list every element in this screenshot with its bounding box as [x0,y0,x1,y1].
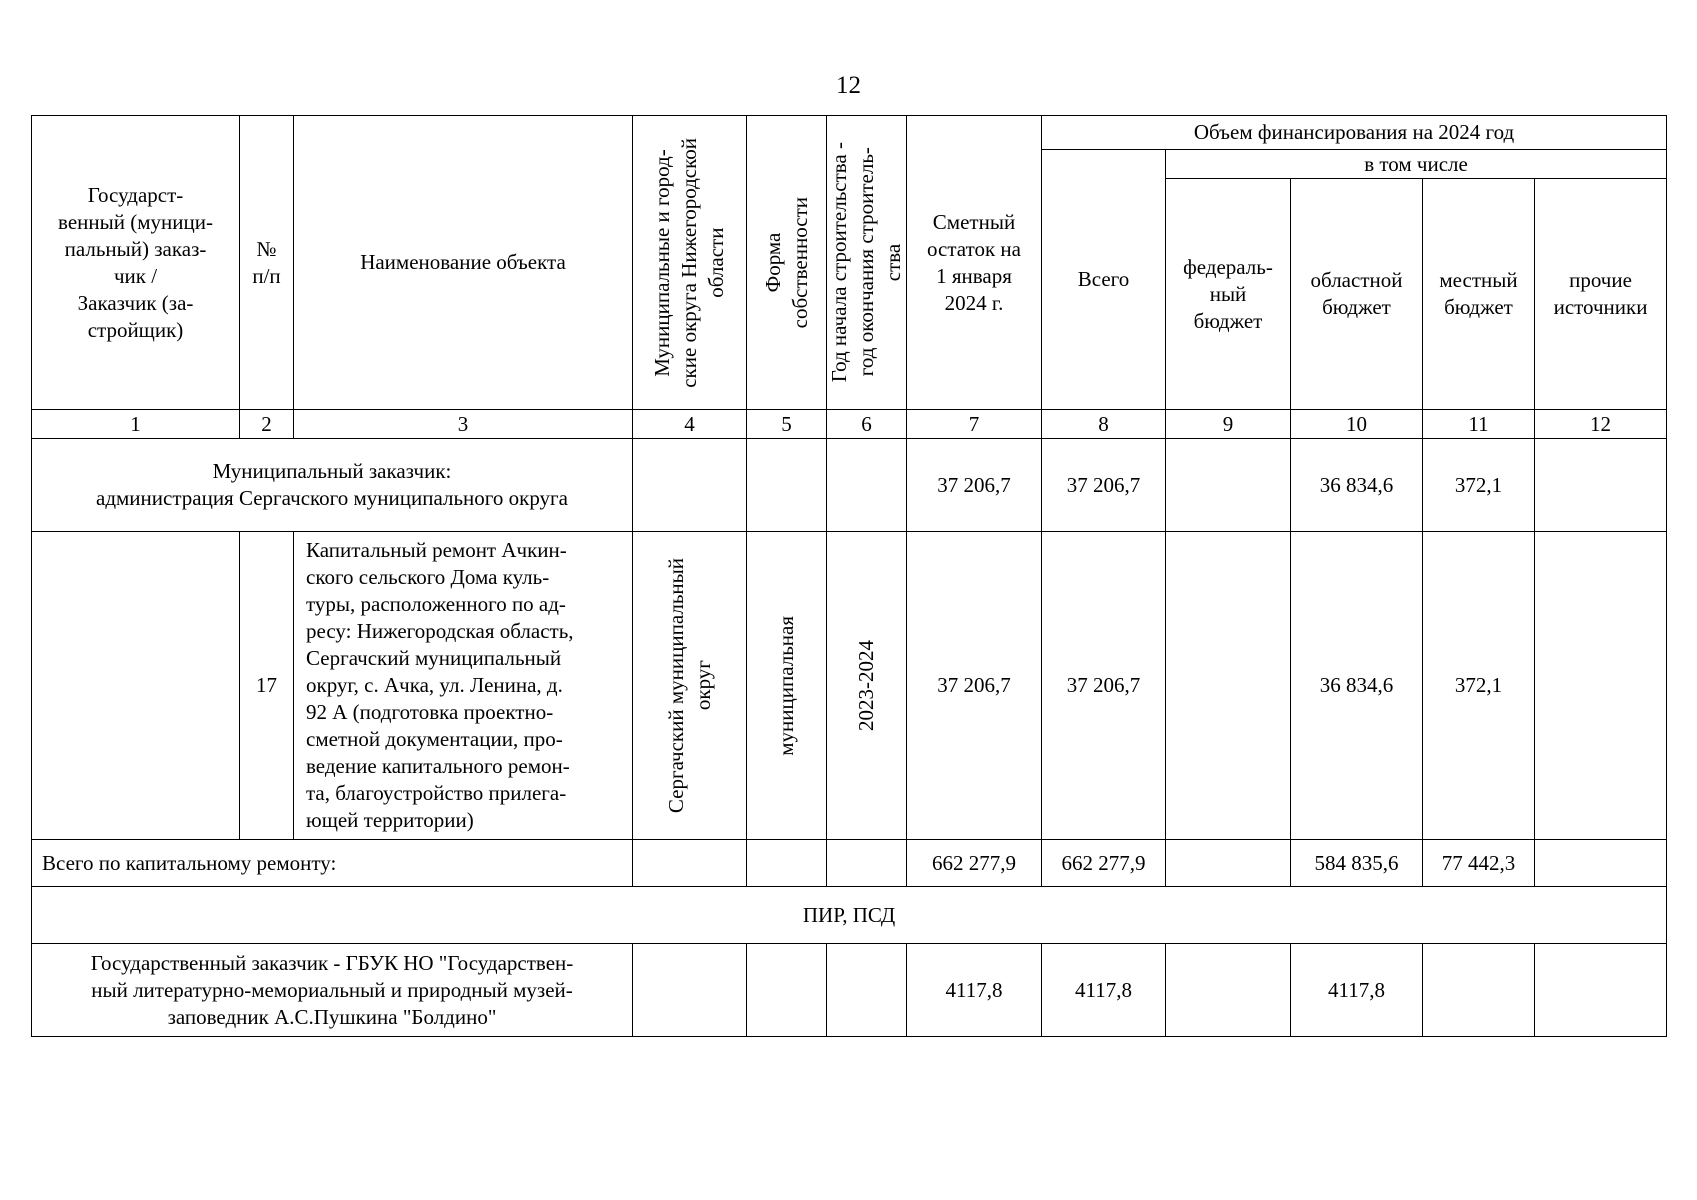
column-number: 3 [294,410,633,439]
header-district-cell [633,116,747,410]
other-value [1535,532,1667,840]
total-value: 4117,8 [1042,944,1166,1037]
header-number: № п/п [240,116,294,410]
object-district: Сергачский муниципальный округ [663,557,715,814]
regional-value: 36 834,6 [1291,439,1423,532]
municipal-customer-row [32,439,1667,532]
header-financing-group: Объем финансирования на 2024 год [1042,116,1667,150]
header-local: местный бюджет [1423,179,1535,410]
object-name: Капитальный ремонт Ачкин- ского сельского Дома куль- туры, расположенного по ад- ресу: Нижегородская область, Сергачский муниципальный округ, с. Ачка, ул. Ленина, д. 92 А (подготовка проектно- сметной документации, про- ведение капитального ремон- та, благоустройство прилега- ющей территории) [294,532,633,840]
header-ownership-cell [747,116,827,410]
other-value [1535,944,1667,1037]
financing-table [31,115,1667,1037]
header-years-cell [827,116,907,410]
empty-cell [747,439,827,532]
federal-value [1166,944,1291,1037]
federal-value [1166,532,1291,840]
empty-cell [827,439,907,532]
header-federal: федераль- ный бюджет [1166,179,1291,410]
empty-cell [827,840,907,887]
total-value: 37 206,7 [1042,532,1166,840]
object-ownership-cell [747,532,827,840]
header-estimate: Сметный остаток на 1 января 2024 г. [907,116,1042,410]
header-object-name: Наименование объекта [294,116,633,410]
object-district-cell [633,532,747,840]
header-ownership: Форма собственности [760,196,812,329]
capital-repair-total-row [32,840,1667,887]
empty-cell [633,840,747,887]
state-customer-row [32,944,1667,1037]
total-value: 662 277,9 [1042,840,1166,887]
empty-cell [32,532,240,840]
column-number: 2 [240,410,294,439]
header-customer: Государст- венный (муници- пальный) заказ- чик / Заказчик (за- стройщик) [32,116,240,410]
regional-value: 584 835,6 [1291,840,1423,887]
column-number: 11 [1423,410,1535,439]
local-value [1423,944,1535,1037]
header-total: Всего [1042,150,1166,410]
state-customer-label: Государственный заказчик - ГБУК НО "Государствен- ный литературно-мемориальный и природный музей- заповедник А.С.Пушкина "Болдино" [32,944,633,1037]
column-number: 10 [1291,410,1423,439]
object-number: 17 [240,532,294,840]
regional-value: 36 834,6 [1291,532,1423,840]
header-district: Муниципальные и город- ские округа Нижегородской области [650,137,728,388]
municipal-customer-label: Муниципальный заказчик: администрация Сергачского муниципального округа [32,439,633,532]
column-number: 4 [633,410,747,439]
object-years: 2023-2024 [854,640,878,731]
regional-value: 4117,8 [1291,944,1423,1037]
column-number: 7 [907,410,1042,439]
empty-cell [633,439,747,532]
column-number: 5 [747,410,827,439]
object-ownership: муниципальная [774,615,798,756]
object-row [32,532,1667,840]
header-years: Год начала строительства - год окончания строитель- ства [827,142,905,383]
header-other: прочие источники [1535,179,1667,410]
header-including: в том числе [1166,150,1667,179]
estimate-value: 37 206,7 [907,439,1042,532]
empty-cell [827,944,907,1037]
estimate-value: 4117,8 [907,944,1042,1037]
section-title: ПИР, ПСД [32,887,1667,944]
other-value [1535,840,1667,887]
page-number: 12 [836,72,861,99]
column-number: 9 [1166,410,1291,439]
column-number-row [32,410,1667,439]
empty-cell [747,840,827,887]
local-value: 372,1 [1423,439,1535,532]
column-number: 12 [1535,410,1667,439]
estimate-value: 662 277,9 [907,840,1042,887]
local-value: 372,1 [1423,532,1535,840]
local-value: 77 442,3 [1423,840,1535,887]
section-title-row [32,887,1667,944]
estimate-value: 37 206,7 [907,532,1042,840]
other-value [1535,439,1667,532]
federal-value [1166,439,1291,532]
capital-repair-total-label: Всего по капитальному ремонту: [32,840,633,887]
federal-value [1166,840,1291,887]
column-number: 1 [32,410,240,439]
column-number: 8 [1042,410,1166,439]
object-years-cell [827,532,907,840]
header-row-1 [32,116,1667,150]
total-value: 37 206,7 [1042,439,1166,532]
column-number: 6 [827,410,907,439]
empty-cell [747,944,827,1037]
header-regional: областной бюджет [1291,179,1423,410]
empty-cell [633,944,747,1037]
